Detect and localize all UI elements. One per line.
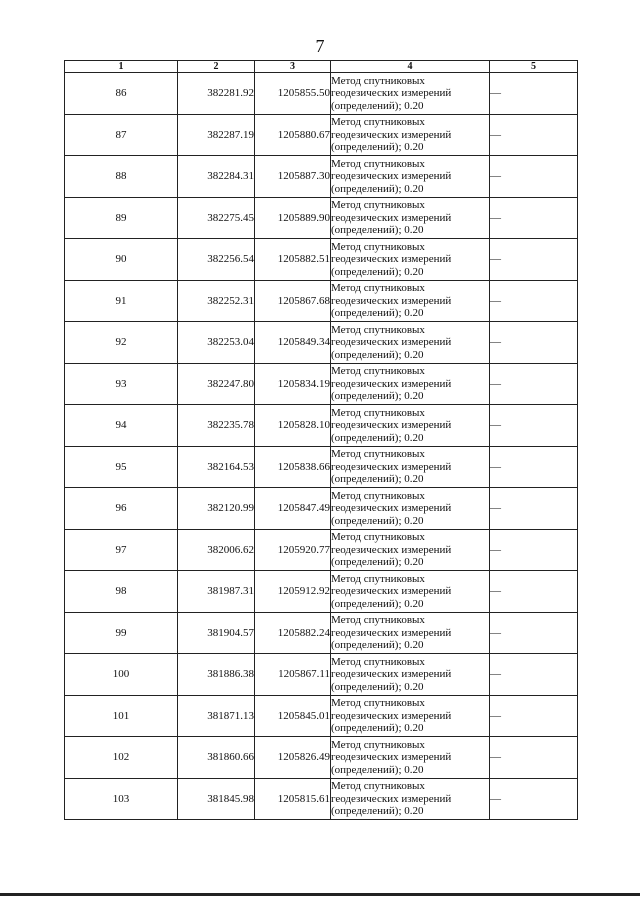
x-coordinate-cell: 382006.62 bbox=[178, 529, 255, 571]
table-row bbox=[65, 197, 578, 239]
method-line: (определений); 0.20 bbox=[331, 182, 424, 195]
x-coordinate-cell: 382252.31 bbox=[178, 280, 255, 322]
y-coordinate-cell: 1205889.90 bbox=[255, 197, 331, 239]
table-row bbox=[65, 322, 578, 364]
x-coordinate-cell: 382247.80 bbox=[178, 363, 255, 405]
x-coordinate-cell: 381886.38 bbox=[178, 654, 255, 696]
method-line: геодезических измерений bbox=[331, 87, 452, 99]
header-col-2: 2 bbox=[178, 61, 255, 73]
remark-cell: — bbox=[490, 280, 578, 322]
method-cell bbox=[331, 571, 490, 613]
x-coordinate-cell: 381871.13 bbox=[178, 695, 255, 737]
table-row bbox=[65, 612, 578, 654]
y-coordinate-cell: 1205887.30 bbox=[255, 156, 331, 198]
header-col-5: 5 bbox=[490, 61, 578, 73]
method-line: геодезических измерений bbox=[331, 709, 452, 722]
method-cell bbox=[331, 322, 490, 364]
table-row bbox=[65, 156, 578, 198]
table-row bbox=[65, 280, 578, 322]
method-line: Метод спутниковых bbox=[331, 323, 425, 336]
table-row bbox=[65, 695, 578, 737]
x-coordinate-cell: 382235.78 bbox=[178, 405, 255, 447]
remark-cell: — bbox=[490, 529, 578, 571]
method-line: геодезических измерений bbox=[331, 253, 452, 265]
remark-cell: — bbox=[490, 446, 578, 488]
point-number-cell: 95 bbox=[65, 446, 178, 488]
method-line: геодезических измерений bbox=[331, 543, 452, 556]
y-coordinate-cell: 1205920.77 bbox=[255, 529, 331, 571]
bottom-rule bbox=[0, 893, 640, 896]
y-coordinate-cell: 1205847.49 bbox=[255, 488, 331, 530]
method-line: Метод спутниковых bbox=[331, 738, 425, 751]
remark-cell: — bbox=[490, 488, 578, 530]
method-line: геодезических измерений bbox=[331, 294, 452, 307]
remark-cell: — bbox=[490, 571, 578, 613]
method-cell bbox=[331, 156, 490, 198]
point-number-cell: 87 bbox=[65, 114, 178, 156]
point-number-cell: 97 bbox=[65, 529, 178, 571]
method-cell bbox=[331, 405, 490, 447]
x-coordinate-cell: 381860.66 bbox=[178, 737, 255, 779]
y-coordinate-cell: 1205912.92 bbox=[255, 571, 331, 613]
point-number-cell: 89 bbox=[65, 197, 178, 239]
method-line: Метод спутниковых bbox=[331, 531, 425, 543]
method-line: Метод спутниковых bbox=[331, 282, 425, 294]
table-row bbox=[65, 363, 578, 405]
method-line: Метод спутниковых bbox=[331, 697, 425, 709]
method-line: Метод спутниковых bbox=[331, 74, 425, 87]
point-number-cell: 101 bbox=[65, 695, 178, 737]
y-coordinate-cell: 1205849.34 bbox=[255, 322, 331, 364]
table-row bbox=[65, 571, 578, 613]
method-line: Метод спутниковых bbox=[331, 655, 425, 668]
header-col-4: 4 bbox=[331, 61, 490, 73]
method-cell bbox=[331, 446, 490, 488]
method-cell bbox=[331, 612, 490, 654]
point-number-cell: 93 bbox=[65, 363, 178, 405]
method-cell bbox=[331, 488, 490, 530]
y-coordinate-cell: 1205867.11 bbox=[255, 654, 331, 696]
method-line: (определений); 0.20 bbox=[331, 390, 424, 402]
remark-cell: — bbox=[490, 197, 578, 239]
table-row bbox=[65, 778, 578, 820]
y-coordinate-cell: 1205826.49 bbox=[255, 737, 331, 779]
method-line: (определений); 0.20 bbox=[331, 763, 424, 776]
method-line: (определений); 0.20 bbox=[331, 265, 424, 278]
remark-cell: — bbox=[490, 73, 578, 115]
method-line: геодезических измерений bbox=[331, 502, 452, 514]
method-line: (определений); 0.20 bbox=[331, 473, 424, 485]
method-line: Метод спутниковых bbox=[331, 572, 425, 585]
remark-cell: — bbox=[490, 695, 578, 737]
method-line: геодезических измерений bbox=[331, 626, 452, 639]
point-number-cell: 99 bbox=[65, 612, 178, 654]
method-line: геодезических измерений bbox=[331, 751, 452, 763]
y-coordinate-cell: 1205882.51 bbox=[255, 239, 331, 281]
method-line: Метод спутниковых bbox=[331, 489, 425, 502]
x-coordinate-cell: 381904.57 bbox=[178, 612, 255, 654]
method-line: (определений); 0.20 bbox=[331, 722, 424, 734]
method-line: (определений); 0.20 bbox=[331, 805, 424, 817]
header-col-3: 3 bbox=[255, 61, 331, 73]
method-cell bbox=[331, 737, 490, 779]
y-coordinate-cell: 1205834.19 bbox=[255, 363, 331, 405]
method-cell bbox=[331, 280, 490, 322]
method-line: (определений); 0.20 bbox=[331, 597, 424, 610]
point-number-cell: 91 bbox=[65, 280, 178, 322]
x-coordinate-cell: 382164.53 bbox=[178, 446, 255, 488]
method-line: Метод спутниковых bbox=[331, 448, 425, 460]
x-coordinate-cell: 382287.19 bbox=[178, 114, 255, 156]
x-coordinate-cell: 381845.98 bbox=[178, 778, 255, 820]
method-cell bbox=[331, 114, 490, 156]
method-line: геодезических измерений bbox=[331, 585, 452, 597]
method-line: Метод спутниковых bbox=[331, 365, 425, 377]
method-line: Метод спутниковых bbox=[331, 199, 425, 211]
remark-cell: — bbox=[490, 612, 578, 654]
remark-cell: — bbox=[490, 778, 578, 820]
method-line: Метод спутниковых bbox=[331, 780, 425, 792]
method-line: Метод спутниковых bbox=[331, 240, 425, 253]
page-number: 7 bbox=[315, 36, 325, 56]
table-body bbox=[65, 73, 578, 820]
remark-cell: — bbox=[490, 322, 578, 364]
point-number-cell: 98 bbox=[65, 571, 178, 613]
method-line: (определений); 0.20 bbox=[331, 307, 424, 319]
method-line: (определений); 0.20 bbox=[331, 348, 424, 361]
y-coordinate-cell: 1205882.24 bbox=[255, 612, 331, 654]
method-line: геодезических измерений bbox=[331, 377, 452, 390]
method-cell bbox=[331, 654, 490, 696]
method-cell bbox=[331, 73, 490, 115]
point-number-cell: 90 bbox=[65, 239, 178, 281]
point-number-cell: 94 bbox=[65, 405, 178, 447]
method-line: Метод спутниковых bbox=[331, 116, 425, 128]
method-line: (определений); 0.20 bbox=[331, 224, 424, 236]
y-coordinate-cell: 1205867.68 bbox=[255, 280, 331, 322]
table-row bbox=[65, 446, 578, 488]
method-line: Метод спутниковых bbox=[331, 614, 425, 626]
table-row bbox=[65, 239, 578, 281]
method-cell bbox=[331, 363, 490, 405]
table-row bbox=[65, 405, 578, 447]
remark-cell: — bbox=[490, 239, 578, 281]
point-number-cell: 96 bbox=[65, 488, 178, 530]
method-line: (определений); 0.20 bbox=[331, 99, 424, 112]
method-line: геодезических измерений bbox=[331, 128, 452, 141]
x-coordinate-cell: 382256.54 bbox=[178, 239, 255, 281]
remark-cell: — bbox=[490, 363, 578, 405]
table-header-row bbox=[65, 61, 578, 73]
method-line: геодезических измерений bbox=[331, 170, 452, 182]
method-line: (определений); 0.20 bbox=[331, 141, 424, 153]
method-line: (определений); 0.20 bbox=[331, 680, 424, 693]
x-coordinate-cell: 382281.92 bbox=[178, 73, 255, 115]
point-number-cell: 102 bbox=[65, 737, 178, 779]
remark-cell: — bbox=[490, 114, 578, 156]
point-number-cell: 103 bbox=[65, 778, 178, 820]
method-line: (определений); 0.20 bbox=[331, 431, 424, 444]
table-row bbox=[65, 654, 578, 696]
method-line: геодезических измерений bbox=[331, 211, 452, 224]
method-line: (определений); 0.20 bbox=[331, 514, 424, 527]
method-cell bbox=[331, 239, 490, 281]
point-number-cell: 86 bbox=[65, 73, 178, 115]
x-coordinate-cell: 382120.99 bbox=[178, 488, 255, 530]
method-cell bbox=[331, 529, 490, 571]
point-number-cell: 100 bbox=[65, 654, 178, 696]
y-coordinate-cell: 1205855.50 bbox=[255, 73, 331, 115]
table-row bbox=[65, 737, 578, 779]
header-col-1: 1 bbox=[65, 61, 178, 73]
coordinates-table bbox=[64, 60, 578, 820]
method-line: геодезических измерений bbox=[331, 419, 452, 431]
point-number-cell: 88 bbox=[65, 156, 178, 198]
y-coordinate-cell: 1205828.10 bbox=[255, 405, 331, 447]
remark-cell: — bbox=[490, 156, 578, 198]
remark-cell: — bbox=[490, 405, 578, 447]
y-coordinate-cell: 1205880.67 bbox=[255, 114, 331, 156]
y-coordinate-cell: 1205815.61 bbox=[255, 778, 331, 820]
point-number-cell: 92 bbox=[65, 322, 178, 364]
method-line: Метод спутниковых bbox=[331, 157, 425, 170]
table-row bbox=[65, 114, 578, 156]
method-line: геодезических измерений bbox=[331, 460, 452, 473]
x-coordinate-cell: 382284.31 bbox=[178, 156, 255, 198]
y-coordinate-cell: 1205845.01 bbox=[255, 695, 331, 737]
method-line: геодезических измерений bbox=[331, 336, 452, 348]
x-coordinate-cell: 382253.04 bbox=[178, 322, 255, 364]
method-cell bbox=[331, 778, 490, 820]
table-row bbox=[65, 73, 578, 115]
remark-cell: — bbox=[490, 737, 578, 779]
method-line: (определений); 0.20 bbox=[331, 556, 424, 568]
method-line: геодезических измерений bbox=[331, 792, 452, 805]
method-line: (определений); 0.20 bbox=[331, 639, 424, 651]
x-coordinate-cell: 382275.45 bbox=[178, 197, 255, 239]
y-coordinate-cell: 1205838.66 bbox=[255, 446, 331, 488]
method-cell bbox=[331, 695, 490, 737]
method-cell bbox=[331, 197, 490, 239]
table-row bbox=[65, 488, 578, 530]
table-row bbox=[65, 529, 578, 571]
remark-cell: — bbox=[490, 654, 578, 696]
method-line: Метод спутниковых bbox=[331, 406, 425, 419]
method-line: геодезических измерений bbox=[331, 668, 452, 680]
x-coordinate-cell: 381987.31 bbox=[178, 571, 255, 613]
